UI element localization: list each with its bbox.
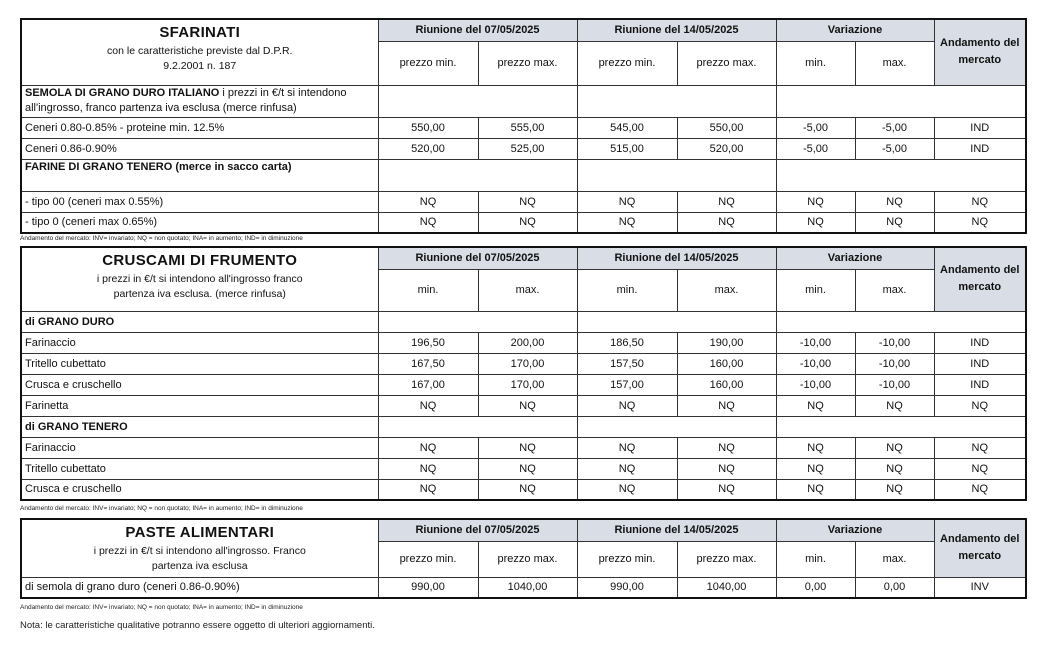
cruscami-table <box>20 246 1027 501</box>
col-min: min. <box>378 269 478 311</box>
col-var-max: max. <box>855 41 934 85</box>
variation-min: -10,00 <box>776 353 855 374</box>
meeting-2-min: NQ <box>577 191 677 212</box>
meeting-2-min: 157,50 <box>577 353 677 374</box>
table-row <box>21 332 1026 353</box>
variation-max: NQ <box>855 437 934 458</box>
meeting-2-max: NQ <box>677 458 776 479</box>
legend-text: Andamento del mercato: INV= invariato; NQ = non quotato; INA= in aumento; IND= in diminuzione <box>20 505 303 512</box>
meeting-1-max: NQ <box>478 395 577 416</box>
col-price-max: prezzo max. <box>677 541 776 577</box>
meeting-1-max: NQ <box>478 458 577 479</box>
col-var-max: max. <box>855 541 934 577</box>
trend-value: NQ <box>934 479 1026 500</box>
row-label: Farinaccio <box>21 332 378 353</box>
meeting-1-min: NQ <box>378 191 478 212</box>
cruscami-title-cell <box>21 247 378 311</box>
variation-min: NQ <box>776 191 855 212</box>
section-semola: SEMOLA DI GRANO DURO ITALIANO i prezzi in €/t si intendono all'ingrosso, franco partenza iva esclusa (merce rinfusa) <box>21 85 378 117</box>
footnote: Nota: le caratteristiche qualitative potranno essere oggetto di ulteriori aggiornamenti. <box>20 620 375 631</box>
meeting-1-min: 167,50 <box>378 353 478 374</box>
sfarinati-block <box>20 18 1027 234</box>
meeting-1-max: NQ <box>478 212 577 233</box>
variation-min: 0,00 <box>776 577 855 598</box>
trend-value: INV <box>934 577 1026 598</box>
meeting-1-min: 196,50 <box>378 332 478 353</box>
sfarinati-title: SFARINATI <box>159 24 241 41</box>
table-row <box>21 437 1026 458</box>
meeting-2-min: NQ <box>577 437 677 458</box>
col-price-min: prezzo min. <box>577 541 677 577</box>
trend-value: NQ <box>934 395 1026 416</box>
row-label: - tipo 0 (ceneri max 0.65%) <box>21 212 378 233</box>
meeting-1-min: NQ <box>378 212 478 233</box>
variation-max: NQ <box>855 395 934 416</box>
row-label: Tritello cubettato <box>21 458 378 479</box>
meeting-2-min: NQ <box>577 212 677 233</box>
meeting-1-header: Riunione del 07/05/2025 <box>378 247 577 269</box>
cruscami-subtitle-2: partenza iva esclusa. (merce rinfusa) <box>113 288 286 300</box>
meeting-1-max: 525,00 <box>478 138 577 159</box>
trend-value: IND <box>934 332 1026 353</box>
meeting-1-min: 550,00 <box>378 117 478 138</box>
row-label: Farinaccio <box>21 437 378 458</box>
variation-max: NQ <box>855 458 934 479</box>
trend-value: NQ <box>934 458 1026 479</box>
meeting-1-min: NQ <box>378 479 478 500</box>
sfarinati-table <box>20 18 1027 234</box>
meeting-2-header: Riunione del 14/05/2025 <box>577 519 776 541</box>
variation-max: NQ <box>855 479 934 500</box>
variation-max: -10,00 <box>855 374 934 395</box>
meeting-1-min: NQ <box>378 458 478 479</box>
row-label: Ceneri 0.80-0.85% - proteine min. 12.5% <box>21 117 378 138</box>
variation-min: -5,00 <box>776 117 855 138</box>
variation-max: NQ <box>855 212 934 233</box>
col-price-max: prezzo max. <box>478 541 577 577</box>
row-label: Crusca e cruschello <box>21 479 378 500</box>
meeting-1-min: NQ <box>378 395 478 416</box>
table-row <box>21 212 1026 233</box>
col-price-min: prezzo min. <box>378 541 478 577</box>
table-row <box>21 191 1026 212</box>
sfarinati-title-cell <box>21 19 378 85</box>
trend-value: IND <box>934 353 1026 374</box>
variation-header: Variazione <box>776 247 934 269</box>
variation-max: -10,00 <box>855 353 934 374</box>
meeting-2-max: 160,00 <box>677 374 776 395</box>
meeting-1-min: NQ <box>378 437 478 458</box>
meeting-2-max: 1040,00 <box>677 577 776 598</box>
meeting-2-header: Riunione del 14/05/2025 <box>577 247 776 269</box>
variation-max: 0,00 <box>855 577 934 598</box>
meeting-2-min: 186,50 <box>577 332 677 353</box>
variation-min: NQ <box>776 458 855 479</box>
table-row <box>21 138 1026 159</box>
section-grano-duro: di GRANO DURO <box>21 311 378 332</box>
meeting-2-min: NQ <box>577 395 677 416</box>
trend-header: Andamento del mercato <box>934 247 1026 311</box>
meeting-2-header: Riunione del 14/05/2025 <box>577 19 776 41</box>
table-row <box>21 395 1026 416</box>
col-var-min: min. <box>776 541 855 577</box>
sfarinati-subtitle-2: 9.2.2001 n. 187 <box>163 60 237 72</box>
table-row <box>21 374 1026 395</box>
variation-min: -5,00 <box>776 138 855 159</box>
trend-value: NQ <box>934 212 1026 233</box>
variation-min: -10,00 <box>776 374 855 395</box>
meeting-2-max: NQ <box>677 479 776 500</box>
row-label: Crusca e cruschello <box>21 374 378 395</box>
meeting-2-min: 515,00 <box>577 138 677 159</box>
paste-subtitle-2: partenza iva esclusa <box>151 560 248 572</box>
meeting-1-max: 170,00 <box>478 353 577 374</box>
table-row <box>21 577 1026 598</box>
meeting-2-min: 157,00 <box>577 374 677 395</box>
paste-title: PASTE ALIMENTARI <box>125 524 275 541</box>
cruscami-block <box>20 246 1027 501</box>
variation-min: NQ <box>776 395 855 416</box>
meeting-2-max: 160,00 <box>677 353 776 374</box>
paste-title-cell <box>21 519 378 577</box>
meeting-2-max: NQ <box>677 395 776 416</box>
meeting-1-max: 555,00 <box>478 117 577 138</box>
section-grano-tenero: di GRANO TENERO <box>21 416 378 437</box>
col-var-min: min. <box>776 269 855 311</box>
paste-block <box>20 518 1027 599</box>
meeting-2-min: 990,00 <box>577 577 677 598</box>
table-row <box>21 117 1026 138</box>
table-row <box>21 479 1026 500</box>
table-row <box>21 353 1026 374</box>
row-label: Tritello cubettato <box>21 353 378 374</box>
trend-value: NQ <box>934 191 1026 212</box>
row-label: Farinetta <box>21 395 378 416</box>
legend-text: Andamento del mercato: INV= invariato; NQ = non quotato; INA= in aumento; IND= in diminuzione <box>20 604 303 611</box>
row-label: Ceneri 0.86-0.90% <box>21 138 378 159</box>
meeting-1-header: Riunione del 07/05/2025 <box>378 19 577 41</box>
meeting-2-max: NQ <box>677 212 776 233</box>
row-label: di semola di grano duro (ceneri 0.86-0.90%) <box>21 577 378 598</box>
meeting-2-max: 190,00 <box>677 332 776 353</box>
meeting-2-min: NQ <box>577 458 677 479</box>
trend-value: IND <box>934 138 1026 159</box>
variation-max: -5,00 <box>855 117 934 138</box>
meeting-1-min: 167,00 <box>378 374 478 395</box>
trend-header: Andamento del mercato <box>934 519 1026 577</box>
col-price-min: prezzo min. <box>378 41 478 85</box>
paste-table <box>20 518 1027 599</box>
meeting-2-max: 550,00 <box>677 117 776 138</box>
col-var-max: max. <box>855 269 934 311</box>
sfarinati-subtitle-1: con le caratteristiche previste dal D.P.R. <box>107 45 293 57</box>
col-min: min. <box>577 269 677 311</box>
variation-max: -5,00 <box>855 138 934 159</box>
cruscami-title: CRUSCAMI DI FRUMENTO <box>102 252 298 269</box>
variation-min: NQ <box>776 479 855 500</box>
meeting-1-min: 990,00 <box>378 577 478 598</box>
variation-min: -10,00 <box>776 332 855 353</box>
trend-value: IND <box>934 374 1026 395</box>
meeting-1-max: NQ <box>478 437 577 458</box>
col-price-max: prezzo max. <box>677 41 776 85</box>
row-label: - tipo 00 (ceneri max 0.55%) <box>21 191 378 212</box>
variation-max: -10,00 <box>855 332 934 353</box>
col-price-min: prezzo min. <box>577 41 677 85</box>
meeting-1-max: 170,00 <box>478 374 577 395</box>
meeting-1-max: NQ <box>478 191 577 212</box>
meeting-2-min: NQ <box>577 479 677 500</box>
trend-header: Andamento del mercato <box>934 19 1026 85</box>
variation-header: Variazione <box>776 519 934 541</box>
section-farine: FARINE DI GRANO TENERO (merce in sacco carta) <box>21 159 378 191</box>
trend-value: NQ <box>934 437 1026 458</box>
legend-text: Andamento del mercato: INV= invariato; NQ = non quotato; INA= in aumento; IND= in diminuzione <box>20 235 303 242</box>
meeting-1-max: NQ <box>478 479 577 500</box>
variation-min: NQ <box>776 212 855 233</box>
meeting-1-max: 1040,00 <box>478 577 577 598</box>
meeting-2-min: 545,00 <box>577 117 677 138</box>
variation-header: Variazione <box>776 19 934 41</box>
meeting-2-max: NQ <box>677 191 776 212</box>
col-max: max. <box>478 269 577 311</box>
variation-min: NQ <box>776 437 855 458</box>
meeting-1-max: 200,00 <box>478 332 577 353</box>
meeting-1-header: Riunione del 07/05/2025 <box>378 519 577 541</box>
paste-subtitle-1: i prezzi in €/t si intendono all'ingrosso. Franco <box>93 545 306 557</box>
meeting-2-max: NQ <box>677 437 776 458</box>
col-var-min: min. <box>776 41 855 85</box>
col-max: max. <box>677 269 776 311</box>
variation-max: NQ <box>855 191 934 212</box>
meeting-2-max: 520,00 <box>677 138 776 159</box>
cruscami-subtitle-1: i prezzi in €/t si intendono all'ingrosso franco <box>96 273 303 285</box>
col-price-max: prezzo max. <box>478 41 577 85</box>
trend-value: IND <box>934 117 1026 138</box>
table-row <box>21 458 1026 479</box>
meeting-1-min: 520,00 <box>378 138 478 159</box>
